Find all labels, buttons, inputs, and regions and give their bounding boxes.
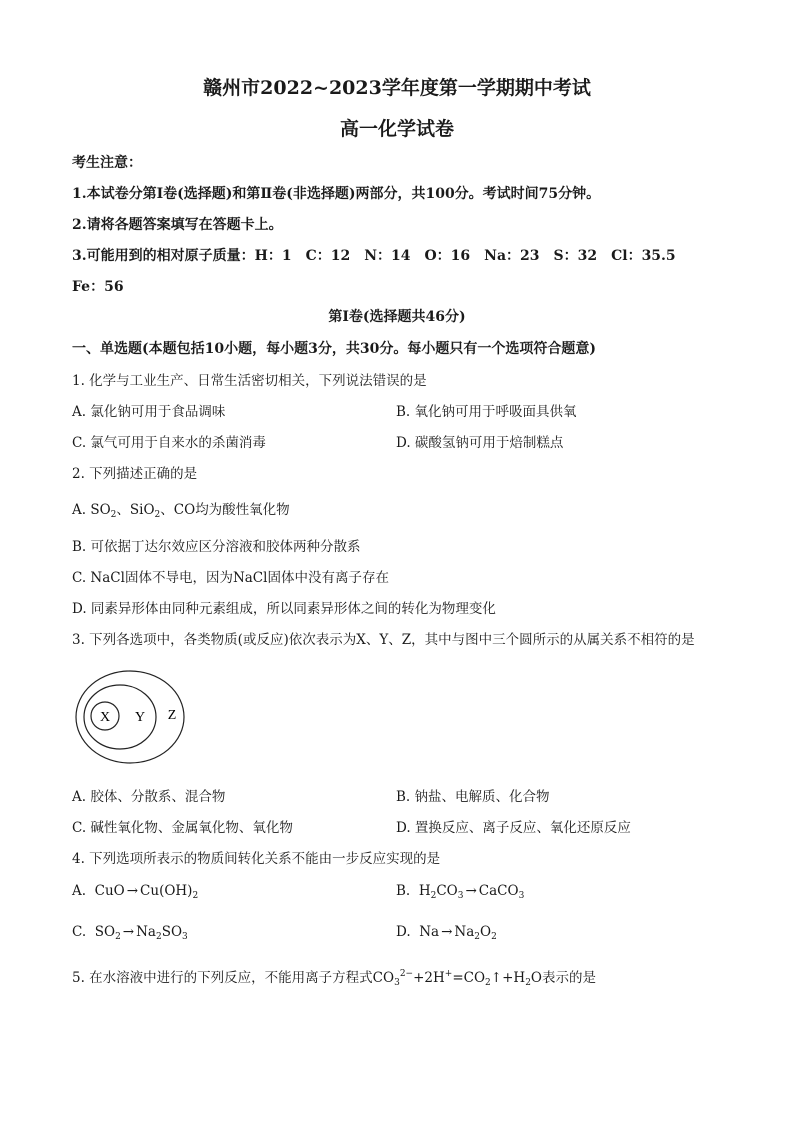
question-4-option-a: A. CuO → $Cu(OH)_2$: [72, 883, 199, 901]
label-y: Y: [134, 710, 146, 725]
question-1-option-c: C. 氯气可用于自来水的杀菌消毒: [72, 435, 266, 451]
question-3-stem: 3. 下列各选项中，各类物质(或反应)依次表示为X、Y、Z，其中与图中三个圆所示的从属关系不相符的是: [72, 632, 695, 648]
question-2-stem: 2. 下列描述正确的是: [72, 466, 198, 482]
question-2-option-d: D. 同素异形体由同种元素组成，所以同素异形体之间的转化为物理变化: [72, 601, 496, 617]
notice-heading: 考生注意：: [72, 155, 142, 171]
question-4-option-b: B. $H_2CO_3$ → CaCO$_3$: [396, 883, 525, 901]
question-4-option-d: D. $Na \to Na_2O_2$: [396, 924, 497, 942]
question-4-stem: 4. 下列选项所表示的物质间转化关系不能由一步反应实现的是: [72, 851, 441, 867]
section-heading: 一、单选题(本题包括10小题，每小题3分，共30分。每小题只有一个选项符合题意): [72, 341, 596, 357]
notice-item-2: 2.请将各题答案填写在答题卡上。: [72, 217, 283, 233]
question-1-option-d: D. 碳酸氢钠可用于焙制糕点: [396, 435, 564, 451]
question-5-stem: 5. 在水溶液中进行的下列反应，不能用离子方程式$CO_3^{2-}+2H^+=CO_2↑+H_2O$表示的是: [72, 969, 596, 988]
question-1-stem: 1. 化学与工业生产、日常生活密切相关，下列说法错误的是: [72, 373, 427, 389]
venn-diagram: [72, 668, 188, 768]
notice-item-1: 1.本试卷分第Ⅰ卷(选择题)和第Ⅱ卷(非选择题)两部分，共100分。考试时间75分钟。: [72, 186, 601, 202]
notice-item-3-continued: Fe：56: [72, 279, 124, 295]
label-z: Z: [167, 708, 177, 723]
question-1-option-a: A. 氯化钠可用于食品调味: [72, 404, 226, 420]
question-3-option-b: B. 钠盐、电解质、化合物: [396, 789, 550, 805]
notice-item-3: 3.可能用到的相对原子质量：H：1 C：12 N：14 O：16 Na：23 S：32 Cl：35.5: [72, 248, 676, 264]
question-2-option-c: C. NaCl固体不导电，因为NaCl固体中没有离子存在: [72, 570, 389, 586]
part-title: 第Ⅰ卷(选择题共46分): [328, 309, 466, 325]
question-4-option-c: C. $SO_2 \to Na_2SO_3$: [72, 924, 188, 942]
circle-y: [84, 685, 156, 749]
question-2-option-a: A. $SO_2$、SiO$_2$、CO均为酸性氧化物: [72, 502, 290, 520]
exam-title: 赣州市2022~2023学年度第一学期期中考试: [203, 77, 591, 99]
question-1-option-b: B. 氧化钠可用于呼吸面具供氧: [396, 404, 577, 420]
question-2-option-b: B. 可依据丁达尔效应区分溶液和胶体两种分散系: [72, 539, 361, 555]
label-x: X: [99, 710, 111, 725]
question-3-option-c: C. 碱性氧化物、金属氧化物、氧化物: [72, 820, 293, 836]
question-3-option-a: A. 胶体、分散系、混合物: [72, 789, 226, 805]
exam-subtitle: 高一化学试卷: [339, 118, 454, 140]
question-3-option-d: D. 置换反应、离子反应、氧化还原反应: [396, 820, 631, 836]
